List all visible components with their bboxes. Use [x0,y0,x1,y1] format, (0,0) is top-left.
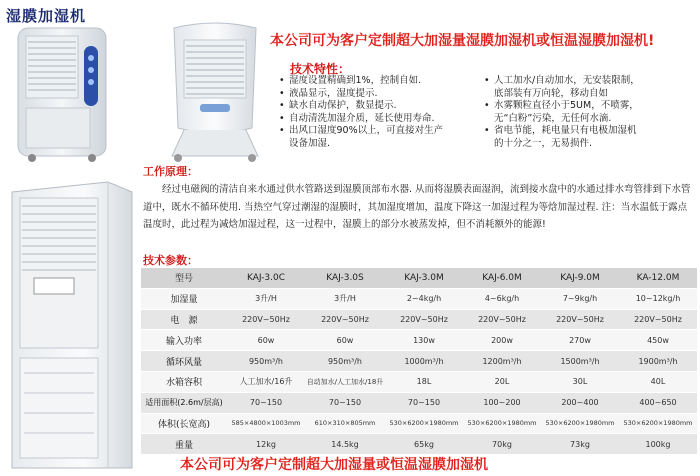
table-cell: 自动加水/人工加水/18升 [305,371,385,392]
features-right-list [484,75,694,150]
table-cell: 610×310×805mm [305,413,385,434]
table-cell: 220V~50Hz [619,309,697,330]
feature-item: • 缺水自动保护，数显提示. [279,100,494,113]
table-header-cell: 型号 [141,268,227,288]
table-row [141,330,697,351]
row-label: 体积(长宽高) [141,413,227,434]
feature-item-continuation: 的十分之一，无易损件. [494,137,593,149]
specs-heading: 技术特性： [290,62,351,76]
row-label: 水箱容积 [141,371,227,392]
table-header-cell: KAJ-3.0S [305,268,385,288]
row-label: 重量 [141,434,227,455]
principle-heading: 工作原理： [143,165,198,178]
table-cell: 人工加水/16升 [227,371,305,392]
table-cell: 950m³/h [227,351,305,372]
table-header-cell: KAJ-3.0C [227,268,305,288]
table-cell: 60w [227,330,305,351]
table-cell: 10~12kg/h [619,288,697,309]
humidifier-portable-image [4,24,122,164]
table-cell: 40L [619,371,697,392]
row-label: 循环风量 [141,351,227,372]
table-cell: 220V~50Hz [227,309,305,330]
table-cell: 400~650 [619,392,697,413]
table-cell: 73kg [541,434,619,455]
params-heading: 技术参数： [143,254,198,267]
spec-table [141,268,697,455]
table-cell: 18L [385,371,463,392]
table-row [141,392,697,413]
feature-item: • 湿度设置精确到1%，控制自如. [279,75,494,88]
principle-paragraph: 经过电磁阀的清洁自来水通过供水管路送到湿膜顶部布水器. 从而将湿膜表面湿润，流到接水盘中的水通过排水弯管排到下水管道中，既水不循环使用. 当热空气穿过潮湿的湿膜时，其加湿度增加，温度下降这一加湿过程为等焓加湿过程. 注：当水温低于露点温度时，此过程为减焓加湿过程，这一过程中，湿膜上的部分水被蒸发掉，但不消耗额外的能源! [143,184,691,230]
table-cell: 100kg [619,434,697,455]
table-cell: 30L [541,371,619,392]
humidifier-tower-image [160,20,270,166]
row-label: 电 源 [141,309,227,330]
table-cell: 7~9kg/h [541,288,619,309]
table-cell: 220V~50Hz [385,309,463,330]
table-cell: 585×4800×1003mm [227,413,305,434]
row-label: 输入功率 [141,330,227,351]
table-header-cell: KA-12.0M [619,268,697,288]
feature-item: • 水雾颗粒直径小于5UM，不喷雾， [484,100,694,113]
table-row [141,288,697,309]
table-row [141,413,697,434]
feature-item: • 液晶显示，湿度提示. [279,88,494,101]
table-header-cell: KAJ-9.0M [541,268,619,288]
table-cell: 2~4kg/h [385,288,463,309]
table-header-row [141,268,697,288]
table-cell: 270w [541,330,619,351]
table-cell: 450w [619,330,697,351]
table-cell: 130w [385,330,463,351]
table-row [141,351,697,372]
table-cell: 3升/H [227,288,305,309]
table-cell: 3升/H [305,288,385,309]
table-cell: 220V~50Hz [305,309,385,330]
table-cell: 530×6200×1980mm [463,413,541,434]
table-cell: 70kg [463,434,541,455]
feature-item: • 出风口湿度90%以上，可直接对生产 [279,125,494,138]
table-cell: 70~150 [227,392,305,413]
table-cell: 100~200 [463,392,541,413]
table-cell: 530×6200×1980mm [541,413,619,434]
table-cell: 1500m³/h [541,351,619,372]
table-header-cell: KAJ-3.0M [385,268,463,288]
table-cell: 4~6kg/h [463,288,541,309]
feature-item: • 省电节能，耗电量只有电极加湿机 [484,125,694,138]
table-cell: 65kg [385,434,463,455]
feature-item: • 人工加水/自动加水，无安装限制， [484,75,694,88]
footer-slogan: 本公司可为客户定制超大加湿量或恒温湿膜加湿机 [180,457,488,473]
table-cell: 530×6200×1980mm [619,413,697,434]
table-cell: 950m³/h [305,351,385,372]
feature-item-continuation: 底部装有万向轮，移动自如 [494,87,609,99]
table-cell: 200w [463,330,541,351]
table-cell: 70~150 [305,392,385,413]
row-label: 适用面积(2.6m/层高) [141,392,227,413]
feature-item-continuation: 设备加湿. [289,137,331,149]
table-row [141,309,697,330]
table-cell: 1000m³/h [385,351,463,372]
table-cell: 530×6200×1980mm [385,413,463,434]
table-cell: 1200m³/h [463,351,541,372]
row-label: 加湿量 [141,288,227,309]
features-left-list [279,75,494,150]
table-cell: 220V~50Hz [463,309,541,330]
table-cell: 220V~50Hz [541,309,619,330]
table-cell: 20L [463,371,541,392]
page-title: 湿膜加湿机 [6,7,87,25]
table-cell: 12kg [227,434,305,455]
table-cell: 14.5kg [305,434,385,455]
feature-item: • 自动清洗加湿介质，延长使用寿命. [279,113,494,126]
table-header-cell: KAJ-6.0M [463,268,541,288]
headline: 本公司可为客户定制超大加湿量湿膜加湿机或恒温湿膜加湿机! [270,33,655,49]
table-row [141,371,697,392]
humidifier-cabinet-image [4,178,140,474]
feature-item-continuation: 无“白粉”污染，无任何水滴. [494,112,612,124]
table-cell: 1900m³/h [619,351,697,372]
table-row [141,434,697,455]
table-cell: 60w [305,330,385,351]
table-cell: 200~400 [541,392,619,413]
table-cell: 70~150 [385,392,463,413]
